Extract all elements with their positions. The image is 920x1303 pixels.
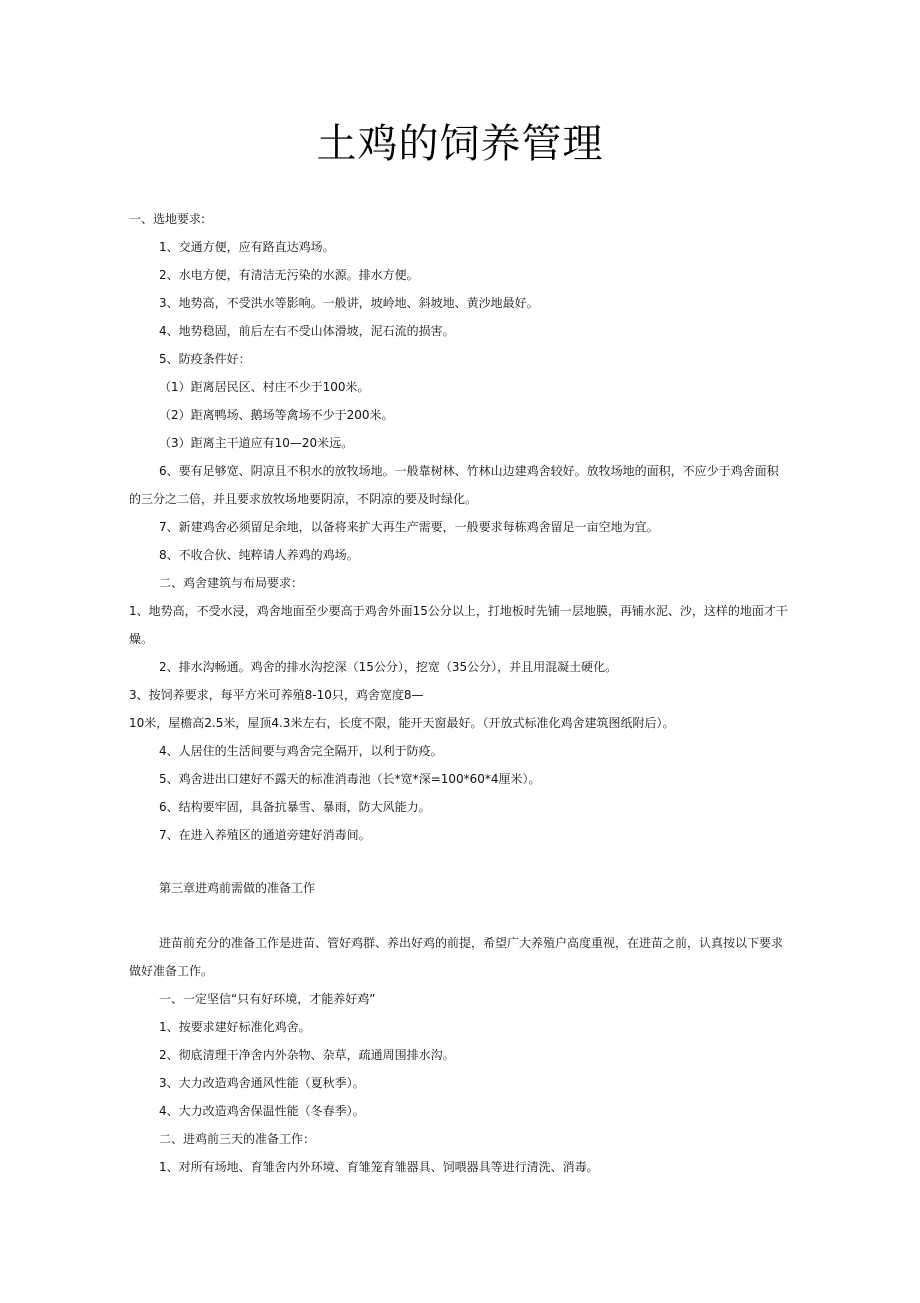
list-item: 3、地势高，不受洪水等影响。一般讲，坡岭地、斜坡地、黄沙地最好。 [159, 296, 539, 310]
list-item-continuation: 10米，屋檐高2.5米，屋顶4.3米左右，长度不限，能开天窗最好。（开放式标准化鸡舍建筑图纸附后）。 [129, 716, 675, 730]
list-item: 3、按饲养要求，每平方米可养殖8-10只，鸡舍宽度8— [129, 688, 424, 702]
list-item-paragraph: 1、地势高，不受水浸，鸡舍地面至少要高于鸡舍外面15公分以上，打地板时先铺一层地膜，再铺水泥、沙，这样的地面才干燥。 [129, 604, 788, 646]
list-item: 1、交通方便，应有路直达鸡场。 [159, 240, 335, 254]
list-item: 1、对所有场地、育雏舍内外环境、育雏笼育雏器具、饲喂器具等进行清洗、消毒。 [159, 1160, 599, 1174]
sub-list-item: （2）距离鸭场、鹅场等禽场不少于200米。 [159, 408, 394, 422]
list-item: 2、排水沟畅通。鸡舍的排水沟挖深（15公分），挖宽（35公分），并且用混凝土硬化。 [159, 660, 618, 674]
document-title: 土鸡的饲养管理 [316, 121, 604, 167]
list-item: 7、新建鸡舍必须留足余地，以备将来扩大再生产需要，一般要求每栋鸡舍留足一亩空地为宜。 [159, 520, 659, 534]
list-item: 3、大力改造鸡舍通风性能（夏秋季）。 [159, 1076, 365, 1090]
list-item: 6、结构要牢固，具备抗暴雪、暴雨，防大风能力。 [159, 800, 431, 814]
section-heading: 二、进鸡前三天的准备工作： [159, 1132, 316, 1146]
list-item-paragraph: 6、要有足够宽、阴凉且不积水的放牧场地。一般靠树林、竹林山边建鸡舍较好。放牧场地的面积，不应少于鸡舍面积的三分之二倍，并且要求放牧场地要阴凉，不阴凉的要及时绿化。 [129, 464, 779, 506]
list-item: 8、不收合伙、纯粹请人养鸡的鸡场。 [159, 548, 359, 562]
sub-list-item: （1）距离居民区、村庄不少于100米。 [159, 380, 370, 394]
list-item: 2、彻底清理干净舍内外杂物、杂草，疏通周围排水沟。 [159, 1048, 455, 1062]
section-heading: 一、一定坚信“只有好环境，才能养好鸡” [159, 992, 376, 1006]
list-item: 5、防疫条件好： [159, 352, 251, 366]
list-item: 2、水电方便，有清洁无污染的水源。排水方便。 [159, 268, 419, 282]
intro-paragraph: 进苗前充分的准备工作是进苗、管好鸡群、养出好鸡的前提，希望广大养殖户高度重视，在进苗之前，认真按以下要求做好准备工作。 [129, 936, 784, 978]
sub-list-item: （3）距离主干道应有10—20米远。 [159, 436, 354, 450]
list-item: 4、大力改造鸡舍保温性能（冬春季）。 [159, 1104, 365, 1118]
chapter-heading: 第三章进鸡前需做的准备工作 [159, 881, 316, 895]
list-item: 5、鸡舍进出口建好不露天的标准消毒池（长*宽*深=100*60*4厘米）。 [159, 772, 541, 786]
list-item: 1、按要求建好标准化鸡舍。 [159, 1020, 311, 1034]
section-heading: 一、选地要求: [129, 212, 206, 226]
list-item: 7、在进入养殖区的通道旁建好消毒间。 [159, 828, 371, 842]
list-item: 4、地势稳固，前后左右不受山体滑坡，泥石流的损害。 [159, 324, 455, 338]
list-item: 4、人居住的生活间要与鸡舍完全隔开，以利于防疫。 [159, 744, 443, 758]
section-heading: 二、鸡舍建筑与布局要求： [159, 576, 304, 590]
